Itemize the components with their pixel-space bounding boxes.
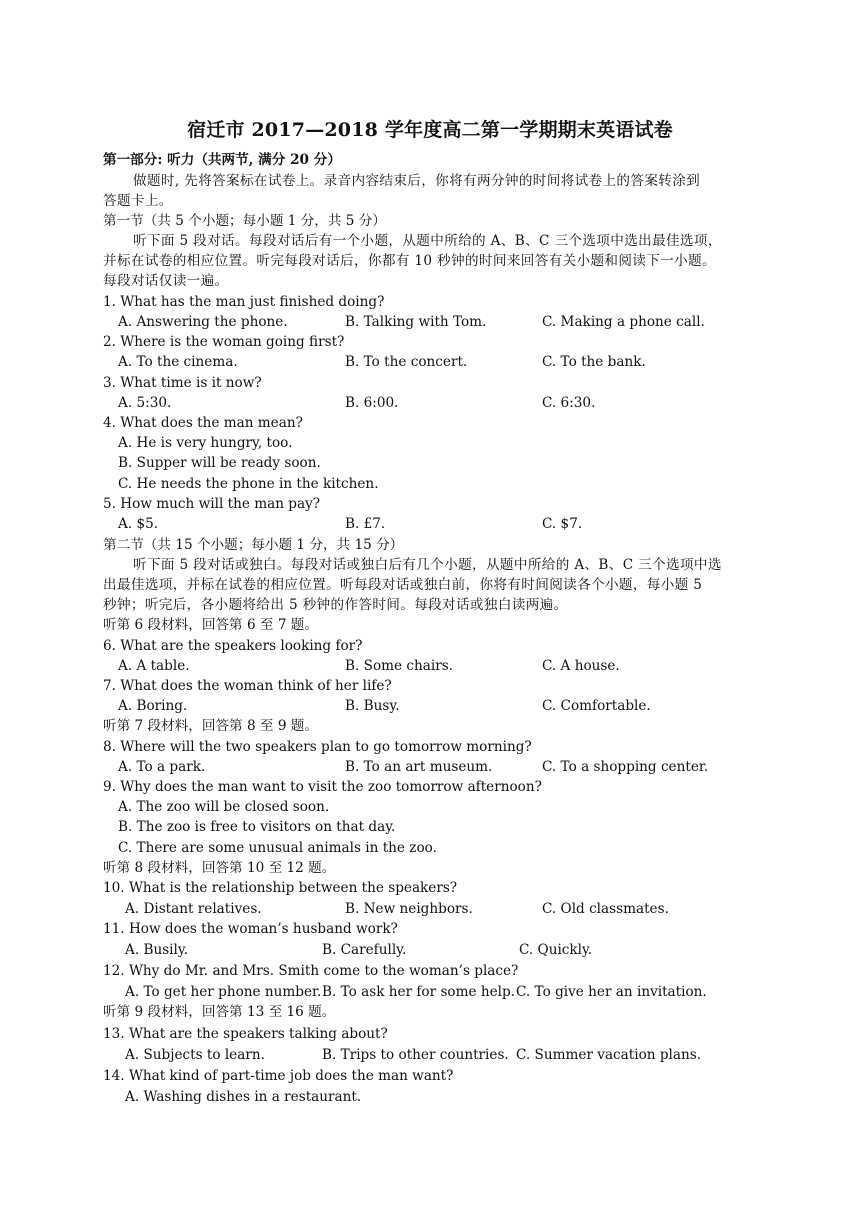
section2-instruction-line: 听下面 5 段对话或独白。每段对话或独白后有几个小题，从题中所给的 A、B、C 三个选项中选 — [133, 557, 722, 573]
option-a: A. Busily. — [125, 942, 189, 958]
option-c: C. A house. — [542, 658, 620, 674]
section1-instruction-line: 听下面 5 段对话。每段对话后有一个小题，从题中所给的 A、B、C 三个选项中选出最佳选项， — [133, 233, 722, 249]
option-b: B. To ask her for some help. — [322, 984, 516, 1000]
part1-intro-line: 做题时, 先将答案标在试卷上。录音内容结束后，你将有两分钟的时间将试卷上的答案转涂到 — [133, 173, 701, 189]
option-b: B. New neighbors. — [345, 901, 473, 917]
option-a: A. To a park. — [118, 759, 206, 775]
material-heading: 听第 9 段材料，回答第 13 至 16 题。 — [103, 1004, 336, 1020]
option-b: B. 6:00. — [345, 395, 399, 411]
section2-instruction-line: 秒钟；听完后，各小题将给出 5 秒钟的作答时间。每段对话或独白读两遍。 — [103, 597, 568, 613]
option-a: A. Answering the phone. — [118, 314, 288, 330]
material-heading: 听第 8 段材料，回答第 10 至 12 题。 — [103, 860, 336, 876]
option-c: C. He needs the phone in the kitchen. — [118, 476, 379, 492]
question-stem: 13. What are the speakers talking about? — [103, 1026, 388, 1042]
option-c: C. $7. — [542, 516, 583, 532]
option-b: B. Busy. — [345, 698, 400, 714]
option-a: A. $5. — [118, 516, 159, 532]
question-stem: 8. Where will the two speakers plan to go tomorrow morning? — [103, 739, 532, 755]
option-b: B. Carefully. — [322, 942, 407, 958]
option-c: C. Making a phone call. — [542, 314, 705, 330]
option-b: B. £7. — [345, 516, 386, 532]
option-a: A. Subjects to learn. — [125, 1047, 265, 1063]
option-c: C. There are some unusual animals in the zoo. — [118, 840, 437, 856]
option-b: B. Talking with Tom. — [345, 314, 487, 330]
option-a: A. 5:30. — [118, 395, 172, 411]
part1-intro-line: 答题卡上。 — [103, 193, 173, 209]
exam-title: 宿迁市 2017—2018 学年度高二第一学期期末英语试卷 — [187, 119, 673, 141]
question-stem: 12. Why do Mr. and Mrs. Smith come to the woman’s place? — [103, 963, 519, 979]
question-stem: 7. What does the woman think of her life? — [103, 678, 392, 694]
question-stem: 14. What kind of part-time job does the man want? — [103, 1068, 454, 1084]
option-b: B. The zoo is free to visitors on that day. — [118, 819, 396, 835]
question-stem: 10. What is the relationship between the speakers? — [103, 880, 458, 896]
option-c: C. To give her an invitation. — [516, 984, 707, 1000]
question-stem: 1. What has the man just finished doing? — [103, 294, 385, 310]
question-stem: 2. Where is the woman going first? — [103, 334, 345, 350]
option-a: A. Washing dishes in a restaurant. — [125, 1089, 362, 1105]
option-c: C. Comfortable. — [542, 698, 651, 714]
question-stem: 3. What time is it now? — [103, 375, 262, 391]
option-c: C. Quickly. — [519, 942, 593, 958]
option-a: A. Boring. — [118, 698, 188, 714]
option-a: A. The zoo will be closed soon. — [118, 799, 330, 815]
section1-instruction-line: 每段对话仅读一遍。 — [103, 273, 229, 289]
material-heading: 听第 6 段材料，回答第 6 至 7 题。 — [103, 617, 318, 633]
option-a: A. Distant relatives. — [125, 901, 262, 917]
option-c: C. To the bank. — [542, 354, 646, 370]
option-b: B. To the concert. — [345, 354, 468, 370]
question-stem: 4. What does the man mean? — [103, 415, 303, 431]
option-b: B. Trips to other countries. — [322, 1047, 509, 1063]
section2-instruction-line: 出最佳选项，并标在试卷的相应位置。听每段对话或独白前，你将有时间阅读各个小题，每小题 5 — [103, 577, 703, 593]
part1-heading: 第一部分: 听力（共两节, 满分 20 分） — [103, 152, 341, 168]
option-c: C. To a shopping center. — [542, 759, 709, 775]
question-stem: 9. Why does the man want to visit the zoo tomorrow afternoon? — [103, 779, 542, 795]
section1-heading: 第一节（共 5 个小题；每小题 1 分，共 5 分） — [103, 213, 386, 229]
option-c: C. Summer vacation plans. — [516, 1047, 702, 1063]
section1-instruction-line: 并标在试卷的相应位置。听完每段对话后，你都有 10 秒钟的时间来回答有关小题和阅读下一小题。 — [103, 253, 716, 269]
question-stem: 6. What are the speakers looking for? — [103, 638, 363, 654]
option-b: B. Supper will be ready soon. — [118, 455, 321, 471]
option-a: A. A table. — [118, 658, 190, 674]
option-a: A. To get her phone number. — [125, 984, 322, 1000]
question-stem: 5. How much will the man pay? — [103, 496, 321, 512]
option-c: C. 6:30. — [542, 395, 596, 411]
option-a: A. To the cinema. — [118, 354, 238, 370]
question-stem: 11. How does the woman’s husband work? — [103, 921, 398, 937]
section2-heading: 第二节（共 15 个小题；每小题 1 分，共 15 分） — [103, 537, 404, 553]
material-heading: 听第 7 段材料，回答第 8 至 9 题。 — [103, 718, 318, 734]
option-c: C. Old classmates. — [542, 901, 669, 917]
option-a: A. He is very hungry, too. — [118, 435, 293, 451]
option-b: B. Some chairs. — [345, 658, 453, 674]
option-b: B. To an art museum. — [345, 759, 493, 775]
